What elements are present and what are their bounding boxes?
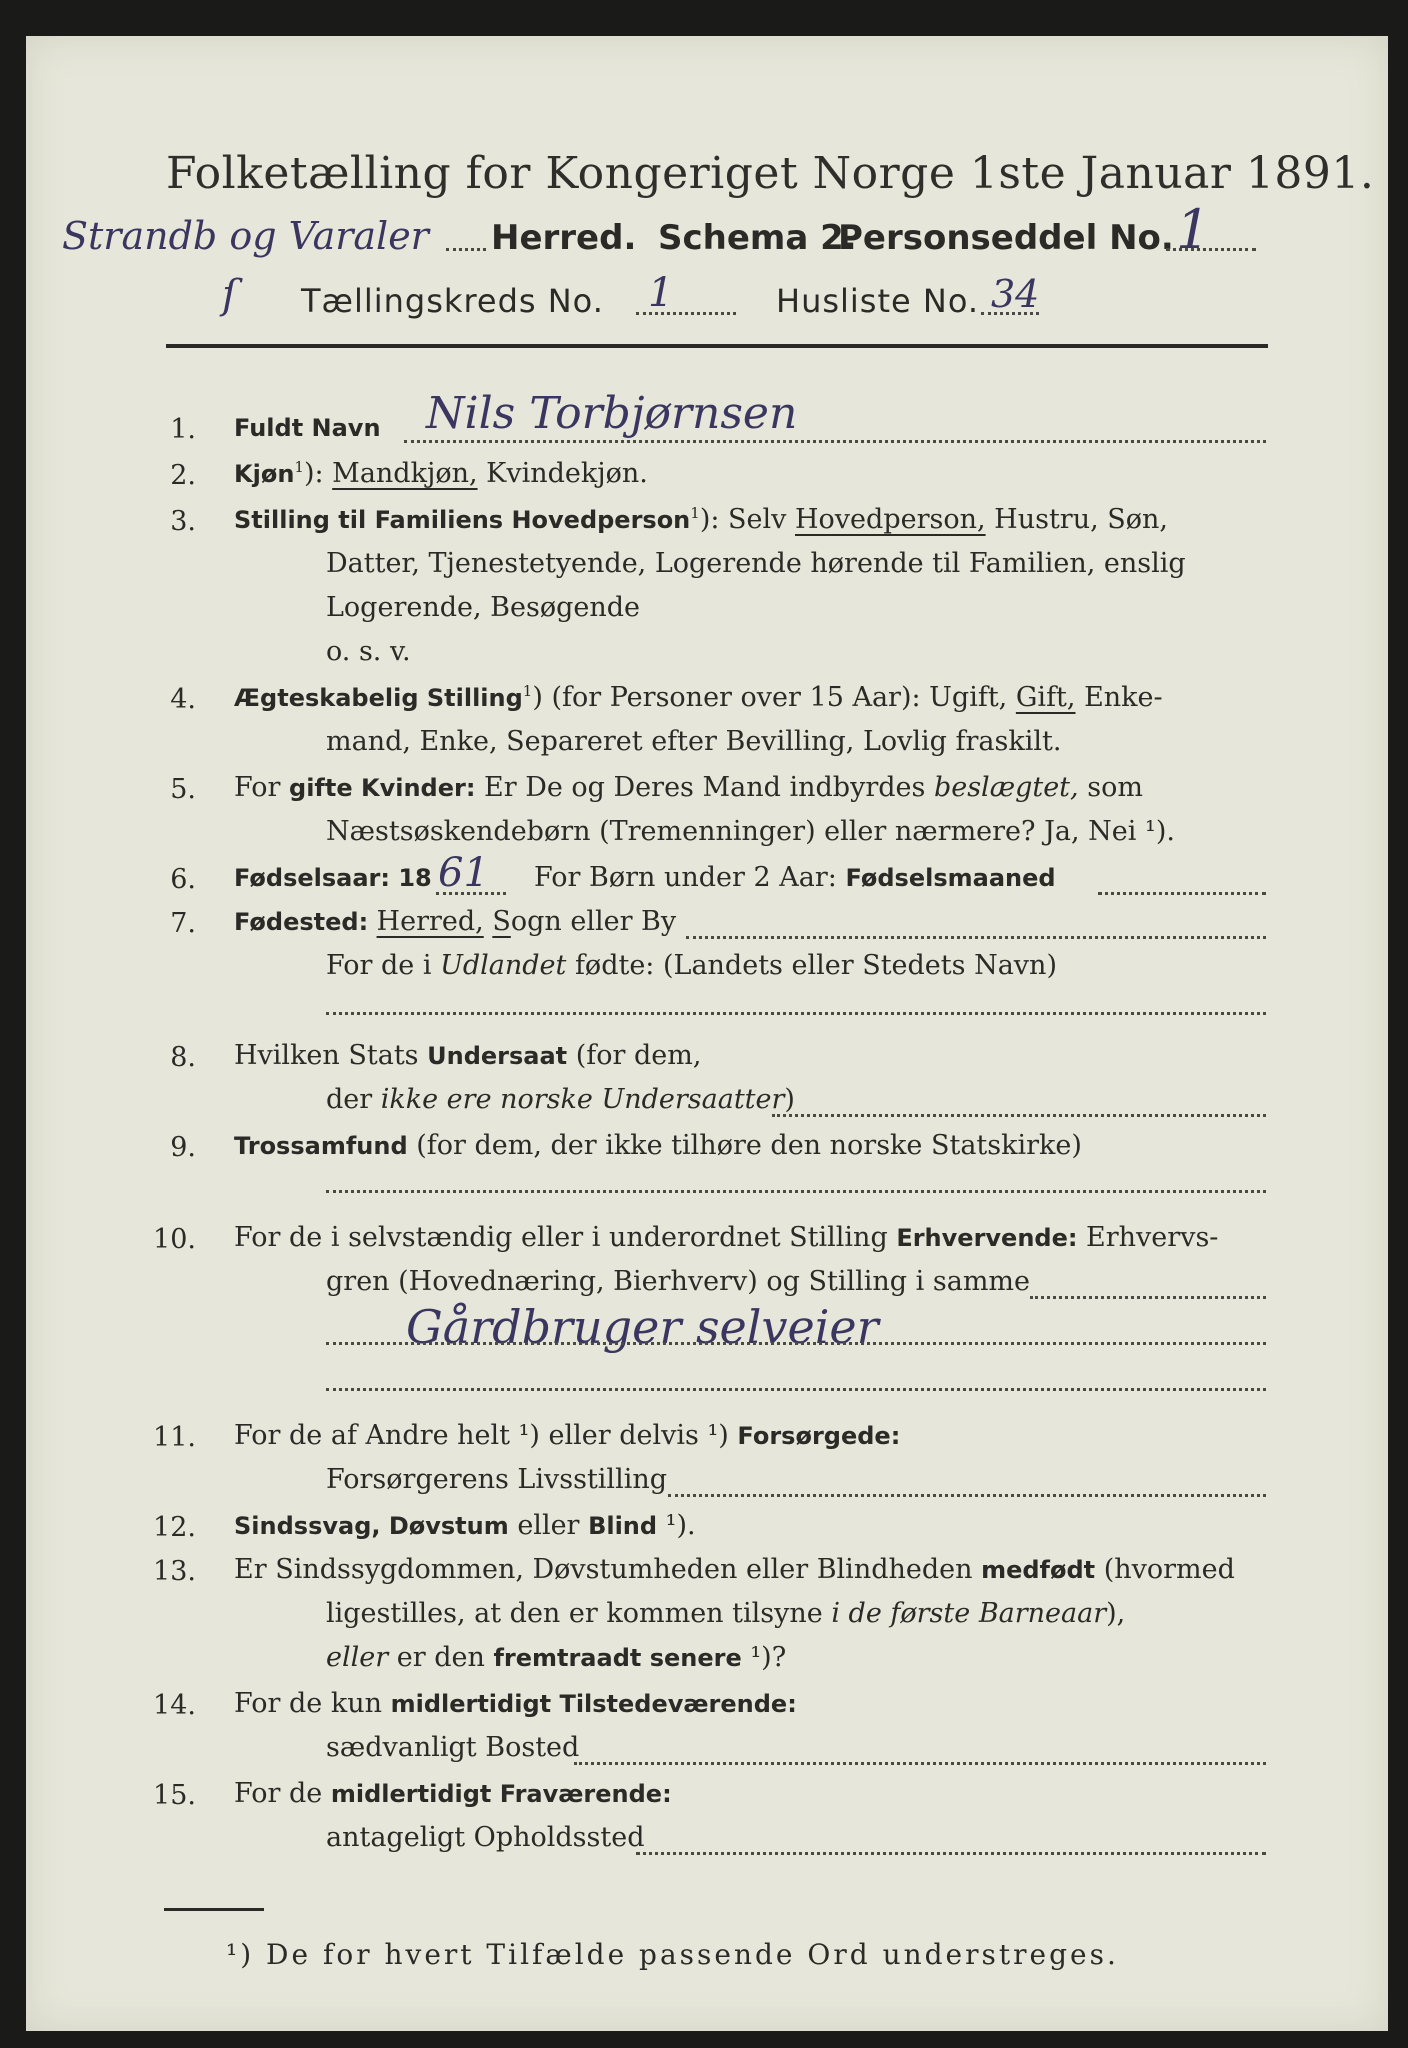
schema-label: Schema 2. (658, 218, 857, 258)
sex-option-male-underlined: Mandkjøn, (332, 458, 478, 489)
option-herred-underlined: Herred, (376, 906, 484, 937)
item-number: 2. (170, 460, 196, 491)
birth-month-label: For Børn under 2 Aar: Fødselsmaaned (534, 862, 1056, 893)
husliste-value: 34 (991, 272, 1040, 316)
full-name-label: Fuldt Navn (234, 414, 381, 442)
family-position-line-3: Logerende, Besøgende (326, 592, 640, 623)
form-title: Folketælling for Kongeriget Norge 1ste Januar 1891. (166, 148, 1375, 199)
item-number: 4. (170, 684, 196, 715)
occupation-line-2: gren (Hovednæring, Bierhverv) og Stilling i samme (326, 1266, 1031, 1297)
dependents-line-1: For de af Andre helt ¹) eller delvis ¹) Forsørgede: (234, 1420, 901, 1451)
item-number: 15. (153, 1780, 196, 1811)
footnote: ¹) De for hvert Tilfælde passende Ord understreges. (226, 1938, 1119, 1971)
sex-line: Kjøn$^1$): Mandkjøn, Kvindekjøn. (234, 458, 648, 489)
citizenship-line-2: der ikke ere norske Undersaatter) (326, 1084, 795, 1115)
temporary-present-line-1: For de kun midlertidigt Tilstedeværende: (234, 1688, 797, 1719)
marital-status-line-1: Ægteskabelig Stilling$^1$) (for Personer over 15 Aar): Ugift, Gift, Enke- (234, 682, 1163, 713)
congenital-line-2: ligestilles, at den er kommen tilsyne i de første Barneaar), (326, 1598, 1126, 1629)
occupation-answer: Gårdbruger selveier (406, 1300, 879, 1354)
margin-mark: ſ (222, 272, 237, 318)
item-number: 9. (170, 1132, 196, 1163)
birth-year-value: 61 (438, 850, 489, 896)
item-number: 10. (153, 1224, 196, 1255)
item-number: 13. (153, 1556, 196, 1587)
footnote-divider (164, 1908, 264, 1911)
taellingskreds-value: 1 (648, 270, 674, 316)
husliste-label: Husliste No. (776, 282, 979, 320)
family-position-line-2: Datter, Tjenestetyende, Logerende hørende til Familien, enslig (326, 548, 1186, 579)
temporary-present-line-2: sædvanligt Bosted (326, 1732, 580, 1763)
birth-year-label: Fødselsaar: 18 (234, 864, 432, 892)
item-number: 8. (170, 1042, 196, 1073)
full-name-answer: Nils Torbjørnsen (426, 388, 798, 439)
item-number: 3. (170, 506, 196, 537)
option-gift-underlined: Gift, (1015, 682, 1076, 713)
personseddel-label: Personseddel No. (838, 218, 1174, 258)
item-number: 6. (170, 864, 196, 895)
birthplace-line-2: For de i Udlandet fødte: (Landets eller Stedets Navn) (326, 950, 1057, 981)
religion-line: Trossamfund (for dem, der ikke tilhøre den norske Statskirke) (234, 1130, 1082, 1161)
dependents-line-2: Forsørgerens Livsstilling (326, 1464, 668, 1495)
marital-status-line-2: mand, Enke, Separeret efter Bevilling, Lovlig fraskilt. (326, 726, 1062, 757)
item-number: 5. (170, 774, 196, 805)
birthplace-line-1: Fødested: Herred, Sogn eller By (234, 906, 677, 937)
census-form-sheet (26, 36, 1388, 2031)
married-women-line-2: Næstsøskendebørn (Tremenninger) eller nærmere? Ja, Nei ¹). (326, 816, 1175, 847)
congenital-line-3: eller er den fremtraadt senere ¹)? (326, 1642, 787, 1673)
family-position-line-1: Stilling til Familiens Hovedperson$^1$): Selv Hovedperson, Hustru, Søn, (234, 504, 1168, 535)
congenital-line-1: Er Sindssygdommen, Døvstumheden eller Blindheden medfødt (hvormed (234, 1554, 1235, 1585)
personseddel-value: 1 (1176, 198, 1211, 261)
occupation-line-1: For de i selvstændig eller i underordnet Stilling Erhvervende: Erhvervs- (234, 1222, 1219, 1253)
herred-handwritten-value: Strandb og Varaler (62, 214, 429, 258)
family-position-line-4: o. s. v. (326, 636, 411, 667)
item-number: 12. (153, 1512, 196, 1543)
temporary-absent-line-1: For de midlertidigt Fraværende: (234, 1778, 672, 1809)
married-women-line-1: For gifte Kvinder: Er De og Deres Mand indbyrdes beslægtet, som (234, 772, 1143, 803)
citizenship-line-1: Hvilken Stats Undersaat (for dem, (234, 1040, 702, 1071)
option-hovedperson-underlined: Hovedperson, (795, 504, 986, 535)
taellingskreds-label: Tællingskreds No. (301, 282, 604, 320)
item-number: 14. (153, 1690, 196, 1721)
herred-label: Herred. (491, 218, 637, 258)
item-number: 11. (153, 1422, 196, 1453)
disability-line: Sindssvag, Døvstum eller Blind ¹). (234, 1510, 696, 1541)
item-number: 7. (170, 908, 196, 939)
temporary-absent-line-2: antageligt Opholdssted (326, 1822, 645, 1853)
header-divider (166, 344, 1268, 348)
item-number: 1. (170, 414, 196, 445)
